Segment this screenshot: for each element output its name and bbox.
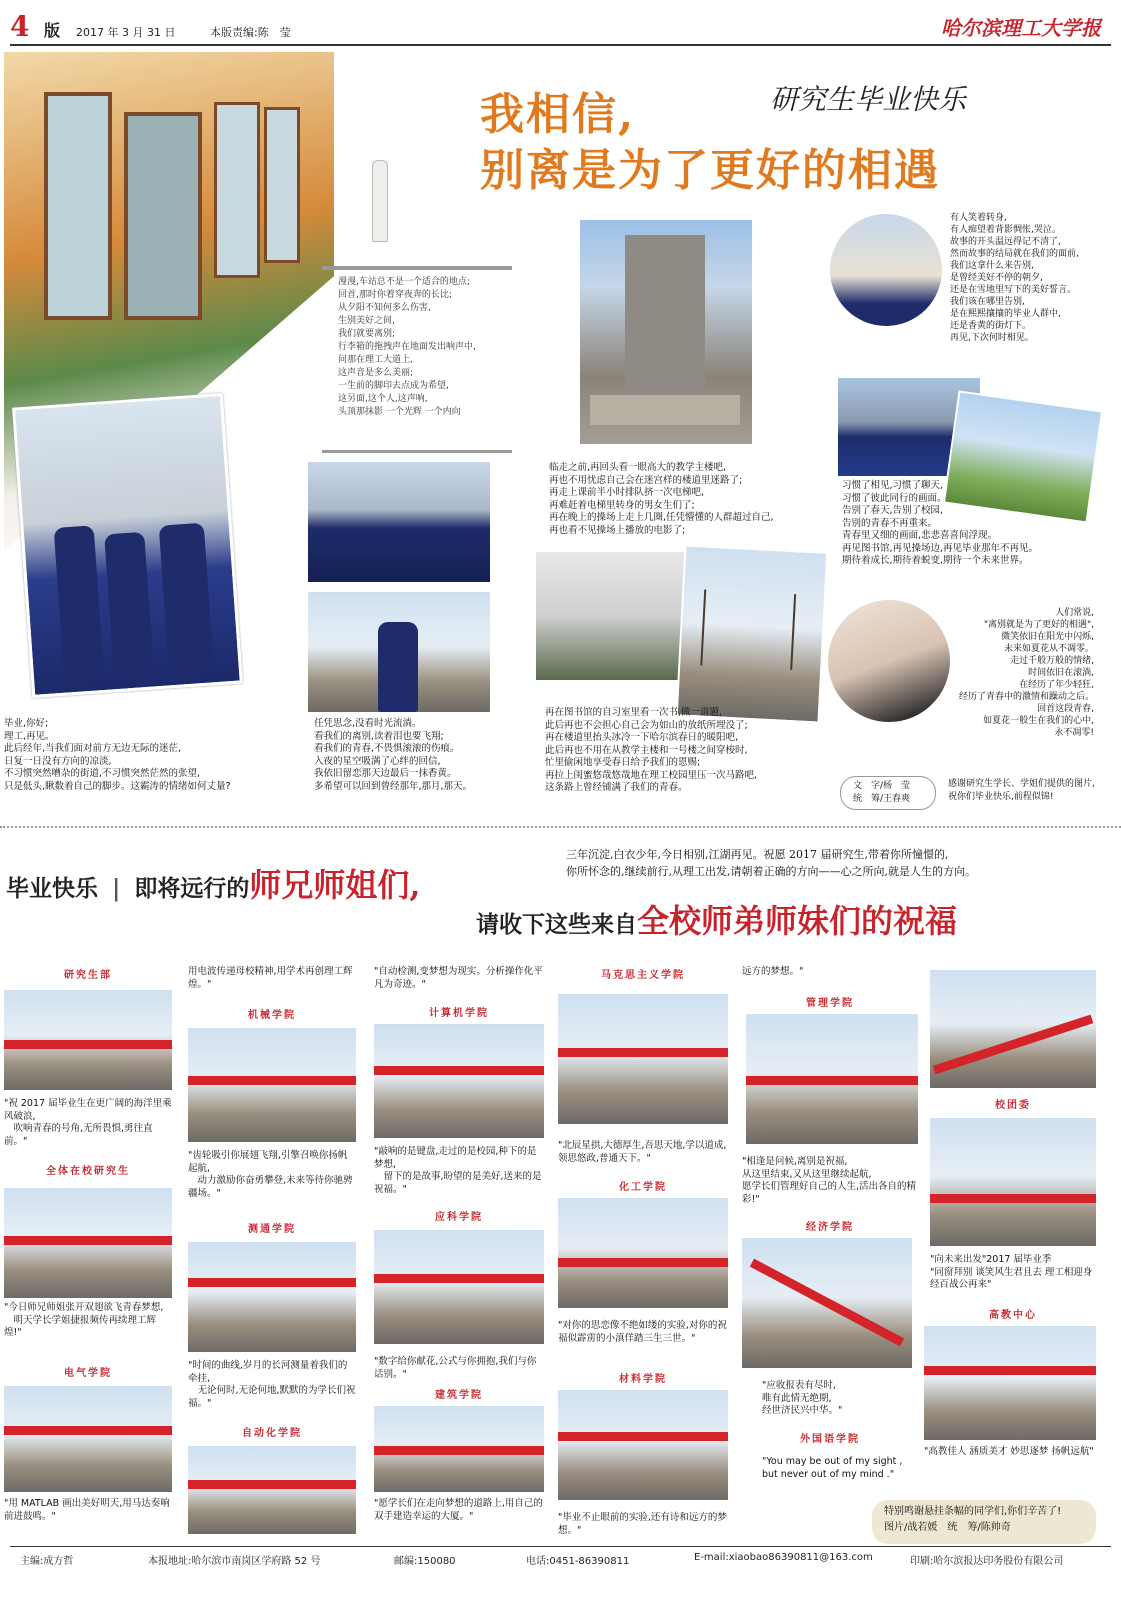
tree <box>700 589 706 665</box>
photo-round-graduate <box>830 214 942 326</box>
headline-right-b: 全校师弟师妹们的祝福 <box>637 902 958 940</box>
wishes-intro: 三年沉淀,白衣少年,今日相别,江湖再见。祝愿 2017 届研究生,带着你所憧憬的, 你所怀念的,继续前行,从理工出发,请朝着正确的方向——心之所向,就是人生的方向。 <box>566 848 976 878</box>
page-unit: 版 <box>44 21 61 40</box>
wish-title: 研究生部 <box>64 970 112 981</box>
banner <box>930 1194 1096 1203</box>
text-right-3: 人们常说, "离别就是为了更好的相遇", 微笑依旧在阳光中闪烁, 未来如夏花从不凋零。 走过千般万般的情绪, 时间依旧在滚淌, 在经历了年少轻狂, 经历了青春中的激情和躁动之后。 回首这段青春, 如夏花一般生在我们的心中, 永不凋零! <box>958 608 1094 738</box>
headline-left-a: 毕业快乐 <box>6 875 98 902</box>
banner <box>924 1366 1096 1375</box>
wish-photo <box>374 1230 544 1344</box>
train-door <box>124 112 202 320</box>
banner <box>188 1076 356 1085</box>
wish-text: "对你的思恋像不绝如缕的实验,对你的祝福似霹雳的小滇佯踏三生三世。" <box>558 1320 727 1344</box>
wish-text: "时间的曲线,岁月的长河测量着我们的牵挂, 无论何时,无论何地,默默的为学长们祝福。" <box>188 1360 356 1409</box>
acknowledgement-line2: 图片/战若媛 统 筹/陈帅奇 <box>884 1522 1011 1533</box>
photo-main-building <box>580 220 752 444</box>
text-left: 毕业,你好; 理工,再见。 此后经年,当我们面对前方无边无际的迷茫, 日复一日没有方向的凉淡, 不习惯突然嘈杂的街道,不习惯突然茫然的张望, 只是低头,瞅数着自己的脚步。这霸涛的情绪如何丈量? <box>4 718 231 792</box>
page-editor: 本版责编:陈 莹 <box>210 26 291 39</box>
wish-title: 化工学院 <box>619 1182 667 1193</box>
banner <box>374 1446 544 1455</box>
wish-text: "应收报表有尽时, 唯有此情无绝期, 经世济民兴中华。" <box>762 1380 843 1416</box>
wish-photo <box>746 1014 918 1144</box>
feature-title-line2: 别离是为了更好的相遇 <box>480 145 940 196</box>
paper-address: 本报地址:哈尔滨市南岗区学府路 52 号 <box>148 1556 321 1567</box>
headline-left-c: 师兄师姐们, <box>249 866 421 904</box>
headline-left-b: 即将远行的 <box>134 875 250 902</box>
wish-title: 应科学院 <box>435 1212 483 1223</box>
graduate-figure <box>378 622 418 712</box>
wish-photo <box>930 970 1096 1088</box>
top-quote: "自动检测,变梦想为现实。分析操作化平凡为奇迹。" <box>374 966 543 990</box>
wish-text: "用 MATLAB 画出美好明天,用马达奏响前进鼓鸣。" <box>4 1498 170 1522</box>
section-divider <box>0 826 1121 828</box>
wish-text: "You may be out of my sight , but never out of my mind ." <box>762 1456 903 1480</box>
text-right-1: 有人笑着转身, 有人痴望着背影惆怅,哭泣。 故事的开头温远得记不清了, 然而故事的结局就在我们的面前, 我们这拿什么来告别, 是曾经美好不停的朝夕, 还是在雪地里写下的美好誓言。 我们该在哪里告别, 是在熙熙攘攘的毕业人群中, 还是香黄的街灯下。 再见,下次何时相见。 <box>950 213 1079 343</box>
wish-title: 电气学院 <box>64 1368 112 1379</box>
wish-text: "毕业不止眼前的实验,还有诗和远方的梦想。" <box>558 1512 727 1536</box>
wish-photo <box>930 1118 1096 1246</box>
credit-writer: 文 字/杨 莹 <box>853 781 911 791</box>
banner <box>4 1426 172 1435</box>
feature-subtitle: 研究生毕业快乐 <box>770 83 967 116</box>
wish-photo <box>558 994 728 1124</box>
wish-text: "相逢是问候,离别是祝福, 从这里结束,又从这里继续起航, 愿学长们管理好自己的人生,活出各自的精彩!" <box>742 1156 917 1205</box>
text-center-1: 临走之前,再回头看一眼高大的教学主楼吧, 再也不用忧虑自己会在迷宫样的楼道里迷路了; 再走上课前半小时排队挤一次电梯吧, 再难赶着电梯里转身的男女生们了; 再在晚上的操场上走上几圈,任凭懵懂的人群超过自己, 再也看不见操场上播放的电影了; <box>549 462 774 536</box>
banner <box>188 1480 356 1489</box>
headline-right-a: 请收下这些来自 <box>476 911 637 938</box>
printer: 印刷:哈尔滨报达印务股份有限公司 <box>910 1556 1064 1567</box>
wish-photo <box>4 1386 172 1492</box>
wish-text: "敲响的是键盘,走过的是校园,种下的是梦想, 留下的是故事,盼望的是美好,送来的是祝福。" <box>374 1146 542 1195</box>
banner <box>558 1048 728 1057</box>
banner <box>750 1259 904 1347</box>
acknowledgement-box <box>872 1500 1096 1544</box>
girl-figure <box>372 160 388 242</box>
text-right-2: 习惯了相见,习惯了聊天, 习惯了彼此同行的画面。 告别了春天,告别了校园, 告别的青春不再重来。 青春里又细的画面,悲悲喜喜间浮现。 再见图书馆,再见操场边,再见毕业那年不再见。 期待着成长,期待着蜕变,期待一个未来世界。 <box>842 480 1039 566</box>
train-window <box>44 92 112 320</box>
wish-text: "高教佳人 涵质美才 妙思逐梦 扬帆远航" <box>924 1446 1094 1457</box>
headline-right <box>476 896 957 942</box>
thanks-note: 感谢研究生学长、学姐们提供的图片,祝你们毕业快乐,前程似锦! <box>948 779 1095 802</box>
wish-title: 管理学院 <box>806 998 854 1009</box>
text-center-2: 再在图书馆的自习室里看一次书,做一道题, 此后再也不会担心自己会为如山的放纸所埋没了; 再在楼道里抬头冰冷一下哈尔滨春日的暖阳吧, 此后再也不用在从教学主楼和一号楼之间穿梭时, 忙里偷闲地享受春日给予我们的恩赐; 再拉上闺蜜悠哉悠哉地在理工校园里压一次马路吧, 这条路上曾经铺满了我们的青春。 <box>545 707 758 793</box>
poem-center: 漫漫,车站总不是一个适合的地点; 回首,那时你着穿夜奔的长比; 从夕阳不知何多么伤害, 生别美好之间, 我们就要离别; 行李箱的拖拽声在地面发出响声中, 问那在理工大道上, 这声音是多么美丽; 一生前的脚印去点成为希望, 这另面,这个人,这声响, 头顶那抹影 一个光辉 一个内向 <box>338 277 476 417</box>
photo-graduate-girl <box>308 592 490 712</box>
credit-coordinator: 统 筹/王春爽 <box>853 794 911 804</box>
wish-title: 马克思主义学院 <box>601 970 685 981</box>
photo-round-portrait <box>828 600 950 722</box>
wish-title: 建筑学院 <box>435 1390 483 1401</box>
poem-top-bar <box>322 266 512 270</box>
graduate-figure <box>159 523 214 671</box>
banner <box>558 1258 728 1267</box>
phone: 电话:0451-86390811 <box>526 1556 630 1567</box>
train-window <box>214 102 260 278</box>
wish-text: "向未来出发"2017 届毕业季 "同窗拜别 谈笑风生君且去 理工相迎身经百战公再来" <box>930 1254 1093 1290</box>
photo-road-graduates <box>676 544 829 723</box>
wish-title: 机械学院 <box>248 1010 296 1021</box>
wish-title: 测通学院 <box>248 1224 296 1235</box>
train-window <box>264 107 300 263</box>
poem-bottom-bar <box>322 450 512 453</box>
wish-photo <box>558 1198 728 1308</box>
text-mid: 任凭思念,没看时光流淌。 看我们的离别,读着泪也要飞翔; 看我们的青春,不畏惧滚滚的伤痕。 入夜的星空吸满了心绊的回信, 我依旧留恋那天边最后一抹香黄。 多希望可以回到曾经那年,那月,那天。 <box>314 718 473 792</box>
wish-text: "北辰星拱,大德厚生,吾思天地,学以道成,领思悠政,普通天下。" <box>558 1140 727 1164</box>
wish-text: "齿轮吸引你展翅飞翔,引擎召唤你扬帆起航, 动力激励你奋勇攀登,未来等待你驰骋疆场。" <box>188 1150 353 1199</box>
graduate-figure <box>104 532 154 674</box>
masthead-rule <box>10 44 1111 46</box>
wish-photo <box>4 990 172 1090</box>
footer-rule <box>10 1546 1111 1547</box>
banner <box>558 1432 728 1441</box>
feature-title-line1: 我相信, <box>480 89 636 140</box>
wish-title: 全体在校研究生 <box>46 1166 130 1177</box>
email: E-mail:xiaobao86390811@163.com <box>694 1552 873 1563</box>
page-number: 4 <box>10 10 30 43</box>
photo-graduates-left <box>12 393 243 698</box>
wish-title: 外国语学院 <box>800 1434 860 1445</box>
wish-photo <box>188 1242 356 1352</box>
banner <box>374 1274 544 1283</box>
postcode: 邮编:150080 <box>394 1556 456 1567</box>
wish-title: 高教中心 <box>989 1310 1037 1321</box>
banner <box>746 1076 918 1085</box>
wish-text: "数字给你献花,公式与你拥抱,我们与你话别。" <box>374 1356 537 1380</box>
banner <box>188 1278 356 1287</box>
photo-library-desk <box>536 552 696 680</box>
wish-photo <box>742 1238 912 1368</box>
credits-box <box>840 776 936 810</box>
headline-separator: | <box>112 875 121 902</box>
top-quote: 用电波传递母校精神,用学术再创理工辉煌。" <box>188 966 353 990</box>
wish-title: 材料学院 <box>619 1374 667 1385</box>
photo-four-graduates <box>308 462 490 582</box>
wish-photo <box>924 1326 1096 1440</box>
banner <box>933 1015 1094 1075</box>
graduate-figure <box>54 525 104 677</box>
paper-logo: 哈尔滨理工大学报 <box>941 16 1101 40</box>
wish-text: "愿学长们在走向梦想的道路上,用自己的双手建造幸运的大厦。" <box>374 1498 543 1522</box>
headline-left <box>6 860 421 906</box>
wish-title: 自动化学院 <box>242 1428 302 1439</box>
wish-photo <box>4 1188 172 1298</box>
wish-photo <box>374 1406 544 1492</box>
top-quote: 远方的梦想。" <box>742 966 804 977</box>
acknowledgement-line1: 特别鸣谢悬挂条幅的同学们,你们辛苦了! <box>884 1506 1062 1517</box>
banner <box>4 1236 172 1245</box>
banner <box>374 1066 544 1075</box>
wish-photo <box>374 1024 544 1138</box>
wish-title: 经济学院 <box>806 1222 854 1233</box>
tree <box>790 594 796 670</box>
wish-title: 校团委 <box>995 1100 1031 1111</box>
wish-photo <box>558 1390 728 1500</box>
chief-editor: 主编:成方哲 <box>20 1556 74 1567</box>
wish-photo <box>188 1028 356 1142</box>
stone-sign <box>590 395 740 425</box>
building-shape <box>625 235 705 395</box>
banner <box>4 1040 172 1049</box>
wish-title: 计算机学院 <box>429 1008 489 1019</box>
wish-photo <box>188 1446 356 1534</box>
wish-text: "祝 2017 届毕业生在更广阔的海洋里乘风破浪, 吹响青春的号角,无所畏惧,勇往直前。" <box>4 1098 172 1147</box>
wish-text: "今日师兄师姐张开双翅欲飞青春梦想, 明天学长学姐捷报频传再续理工辉煌!" <box>4 1302 164 1338</box>
issue-date: 2017 年 3 月 31 日 <box>76 26 176 39</box>
